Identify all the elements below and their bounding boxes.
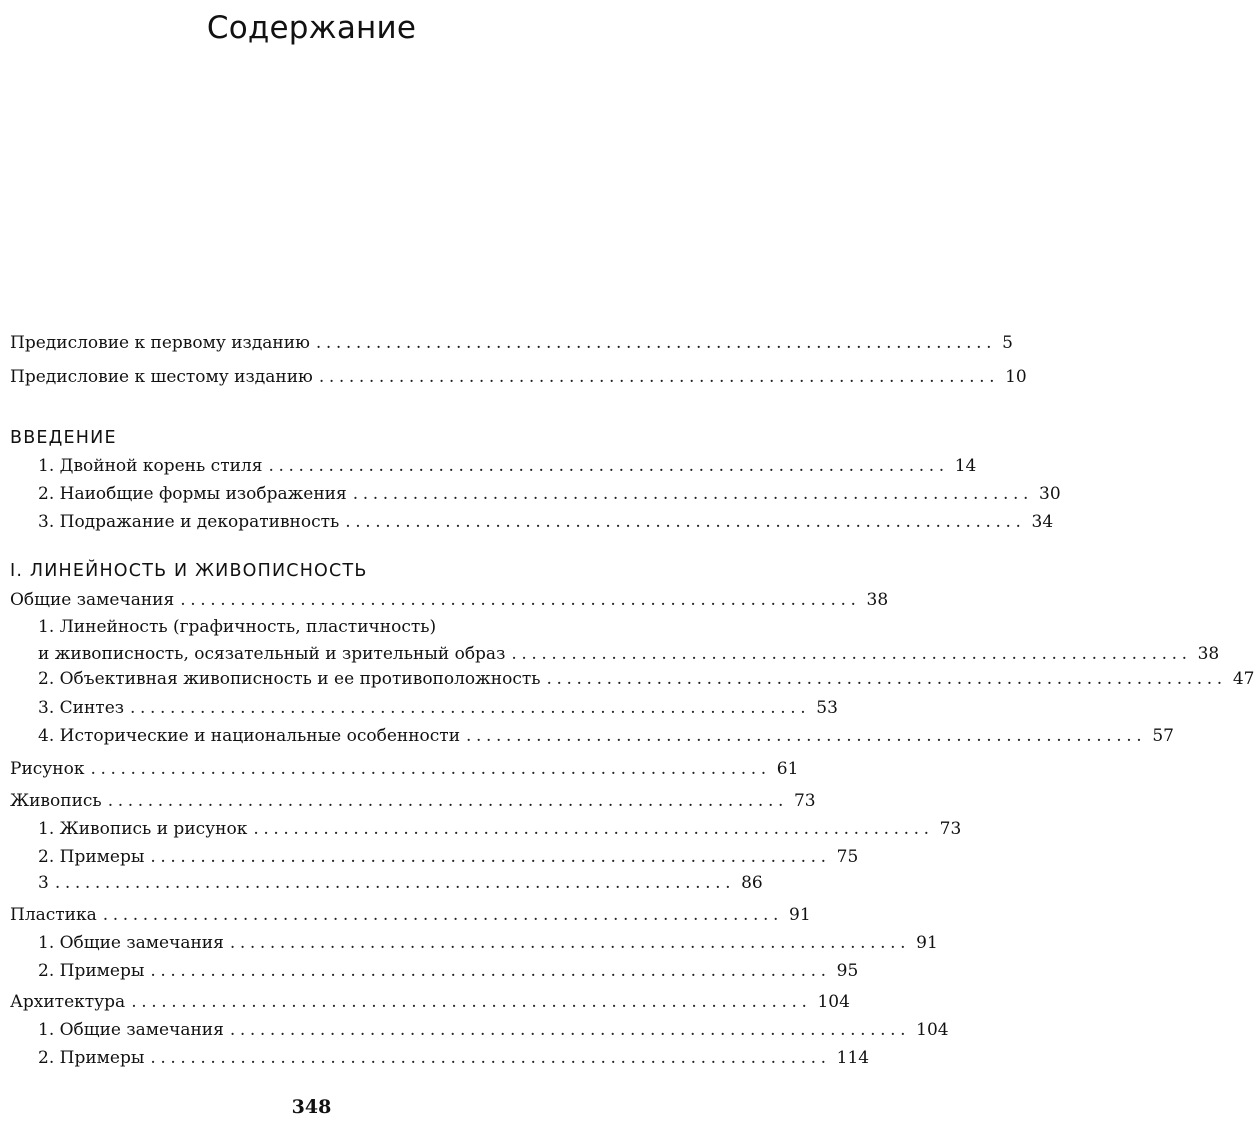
toc-entry-painting (0, 790, 816, 812)
toc-entry-label: 4. Исторические и национальные особенности (38, 726, 461, 746)
leader-dots: .................................................................... (466, 726, 1147, 746)
toc-entry-label: 2. Примеры (38, 961, 145, 981)
toc-page-number: 14 (954, 456, 977, 476)
leader-dots: .................................................................... (352, 484, 1034, 504)
toc-entry-label-line2: и живописность, осязательный и зрительный образ (38, 644, 506, 664)
toc-entry (0, 668, 1254, 690)
toc-page-number: 104 (817, 992, 850, 1012)
leader-dots: .................................................................... (315, 333, 997, 353)
toc-entry-label: Предисловие к шестому изданию (10, 367, 313, 387)
toc-page-number: 10 (1005, 367, 1027, 387)
toc-entry (0, 846, 859, 868)
leader-dots: .................................................................... (180, 590, 861, 610)
toc-page-number: 57 (1152, 726, 1174, 746)
toc-page-number: 47 (1232, 669, 1254, 689)
toc-entry-label: 2. Объективная живописность и ее противоположность (38, 669, 541, 689)
toc-entry-label-line1: 1. Линейность (графичность, пластичность) (38, 617, 437, 637)
leader-dots: .................................................................... (130, 698, 811, 718)
leader-dots: .................................................................... (268, 456, 949, 476)
toc-entry (0, 483, 1061, 505)
leader-dots: .................................................................... (318, 367, 1000, 387)
toc-entry (0, 1019, 949, 1041)
toc-page-number: 73 (793, 791, 816, 811)
toc-entry (0, 960, 859, 982)
toc-page-number: 114 (836, 1048, 870, 1068)
leader-dots: .................................................................... (546, 669, 1227, 689)
toc-entry-label: 1. Живопись и рисунок (38, 819, 248, 839)
toc-entry-label: Предисловие к первому изданию (10, 333, 310, 353)
leader-dots: .................................................................... (131, 992, 812, 1012)
toc-page-number: 38 (1197, 644, 1220, 664)
toc-page-number: 104 (916, 1020, 949, 1040)
toc-entry (0, 872, 763, 894)
toc-page-number: 95 (836, 961, 859, 981)
toc-entry-preface-2 (0, 366, 1027, 388)
toc-entry-label: 2. Примеры (38, 847, 145, 867)
toc-page-number: 38 (866, 590, 889, 610)
toc-entry-label: Архитектура (10, 992, 126, 1012)
toc-entry-label: 1. Двойной корень стиля (38, 456, 263, 476)
toc-entry (0, 697, 838, 719)
leader-dots: .................................................................... (150, 961, 831, 981)
toc-page-number: 53 (816, 698, 838, 718)
toc-page-number: 91 (916, 933, 938, 953)
toc-entry-label: 3. Синтез (38, 698, 125, 718)
leader-dots: .................................................................... (253, 819, 934, 839)
toc-entry-general (0, 589, 889, 611)
toc-entry-drawing (0, 758, 799, 780)
toc-entry-sculpture (0, 904, 811, 926)
page-title: Содержание (206, 10, 417, 46)
toc-page-number: 30 (1039, 484, 1061, 504)
toc-entry-label: 3 (38, 873, 49, 893)
toc-entry-label: Пластика (10, 905, 97, 925)
toc-entry (0, 818, 962, 840)
toc-entry-architecture (0, 991, 850, 1013)
toc-entry (0, 1047, 870, 1069)
page-folio: 348 (291, 1096, 332, 1118)
toc-entry-label: 2. Наиобщие формы изображения (38, 484, 347, 504)
leader-dots: .................................................................... (102, 905, 784, 925)
toc-page-number: 5 (1002, 333, 1013, 353)
leader-dots: .................................................................... (90, 759, 771, 779)
toc-entry-label: Рисунок (10, 759, 85, 779)
toc-entry-preface-1 (0, 332, 1013, 354)
leader-dots: .................................................................... (150, 1048, 831, 1068)
toc-entry (0, 455, 977, 477)
toc-entry-two-line (0, 616, 1220, 665)
toc-entry-label: 1. Общие замечания (38, 933, 224, 953)
toc-entry (0, 725, 1174, 747)
leader-dots: .................................................................... (229, 1020, 911, 1040)
toc-entry-label: Общие замечания (10, 590, 175, 610)
toc-entry-label: 2. Примеры (38, 1048, 145, 1068)
toc-page-number: 75 (836, 847, 859, 867)
leader-dots: .................................................................... (345, 512, 1026, 532)
toc-page-number: 86 (741, 873, 763, 893)
section-heading-intro: ВВЕДЕНИЕ (10, 428, 117, 448)
toc-page-number: 34 (1031, 512, 1054, 532)
toc-page-number: 61 (776, 759, 799, 779)
toc-entry-label: Живопись (10, 791, 102, 811)
leader-dots: .................................................................... (229, 933, 911, 953)
toc-page-number: 91 (789, 905, 811, 925)
leader-dots: .................................................................... (511, 644, 1192, 664)
toc-entry (0, 932, 938, 954)
leader-dots: .................................................................... (54, 873, 736, 893)
toc-entry-label: 3. Подражание и декоративность (38, 512, 340, 532)
section-heading-part1: I. ЛИНЕЙНОСТЬ И ЖИВОПИСНОСТЬ (10, 561, 368, 581)
toc-entry-label: 1. Общие замечания (38, 1020, 224, 1040)
leader-dots: .................................................................... (107, 791, 788, 811)
leader-dots: .................................................................... (150, 847, 831, 867)
toc-entry (0, 511, 1054, 533)
toc-page-number: 73 (939, 819, 962, 839)
